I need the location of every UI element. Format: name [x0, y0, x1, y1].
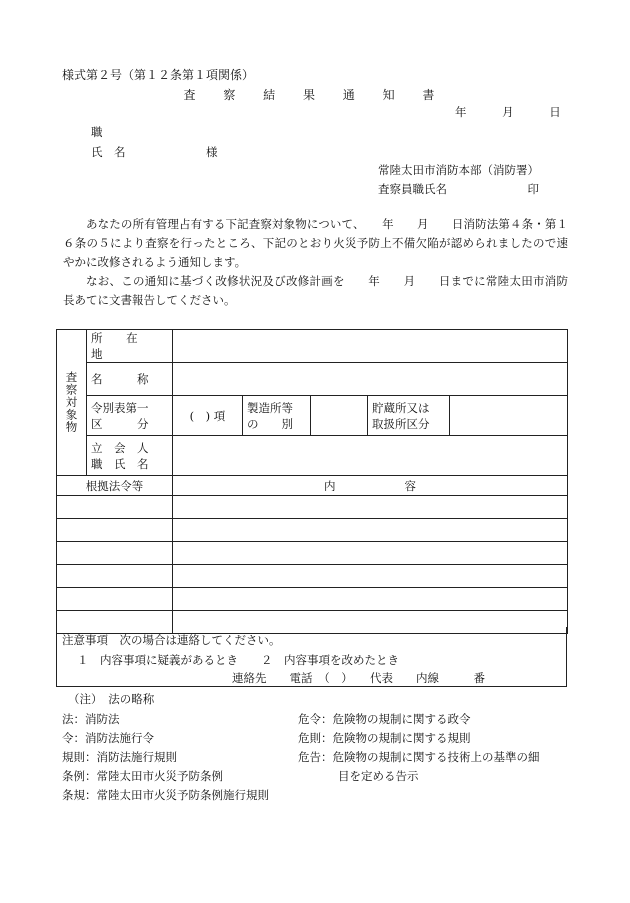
legend-right-2: 危則：危険物の規制に関する規則 — [298, 731, 471, 745]
table-row — [57, 519, 568, 542]
content-cell[interactable] — [173, 542, 568, 565]
witness-label — [87, 436, 173, 476]
table-row — [57, 542, 568, 565]
legend-left-4: 条例：常陸太田市火災予防条例 — [62, 769, 223, 783]
legend-heading: （注） 法の略称 — [68, 692, 155, 706]
law-cell[interactable] — [57, 588, 173, 611]
law-header: 根拠法令等 — [57, 476, 173, 496]
legend-right-4: 目を定める告示 — [338, 769, 419, 783]
content-cell[interactable] — [173, 588, 568, 611]
storage-class-line1: 貯蔵所又は — [372, 400, 430, 415]
item-number-field[interactable]: ( ) 項 — [173, 396, 243, 436]
witness-label-line2: 職 氏 名 — [91, 456, 149, 471]
law-cell[interactable] — [57, 519, 173, 542]
name-label: 名 称 — [87, 363, 173, 396]
notes-items: １ 内容事項に疑義があるとき ２ 内容事項を改めたとき — [77, 653, 399, 667]
storage-class-field[interactable] — [450, 396, 568, 436]
content-header: 内 容 — [173, 476, 568, 496]
witness-field[interactable] — [173, 436, 568, 476]
form-number: 様式第２号（第１２条第１項関係） — [62, 68, 255, 82]
storage-class-line2: 取扱所区分 — [372, 416, 430, 431]
location-label: 所 在 地 — [87, 330, 173, 363]
legend-right-1: 危令：危険物の規制に関する政令 — [298, 712, 471, 726]
recipient-title: 職 — [91, 125, 103, 139]
inspection-target-label: 査察対象物 — [57, 330, 87, 476]
name-field[interactable] — [173, 363, 568, 396]
legend-left-5: 条規：常陸太田市火災予防条例施行規則 — [62, 788, 269, 802]
location-field[interactable] — [173, 330, 568, 363]
table-row — [57, 565, 568, 588]
content-cell[interactable] — [173, 496, 568, 519]
factory-type-line2: の 別 — [247, 416, 293, 431]
table-row — [57, 496, 568, 519]
category-label-line2: 区 分 — [91, 416, 149, 431]
content-cell[interactable] — [173, 519, 568, 542]
sender-organization: 常陸太田市消防本部（消防署） — [378, 163, 539, 177]
recipient-name: 氏 名 様 — [91, 145, 218, 159]
contact-line: 連絡先 電話 （ ） 代表 内線 番 — [232, 671, 485, 685]
legend-left-3: 規則：消防法施行規則 — [62, 750, 177, 764]
category-label — [87, 396, 173, 436]
law-cell[interactable] — [57, 542, 173, 565]
storage-class-label — [368, 396, 450, 436]
law-cell[interactable] — [57, 496, 173, 519]
inspection-table — [56, 329, 568, 634]
category-label-line1: 令別表第一 — [91, 400, 149, 415]
legend-right-3: 危告：危険物の規制に関する技術上の基準の細 — [298, 750, 540, 764]
legend-left-2: 令：消防法施行令 — [62, 731, 154, 745]
witness-label-line1: 立 会 人 — [91, 440, 149, 455]
factory-type-field[interactable] — [311, 396, 368, 436]
legend-left-1: 法：消防法 — [62, 712, 120, 726]
factory-type-label — [243, 396, 311, 436]
notice-paragraph-2: なお、この通知に基づく改修状況及び改修計画を 年 月 日までに常陸太田市消防長あてに文書報告してください。 — [63, 274, 568, 307]
inspector-signature: 査察員職氏名 印 — [378, 182, 539, 196]
date-line: 年 月 日 — [455, 105, 561, 119]
notes-heading: 注意事項 次の場合は連絡してください。 — [62, 633, 281, 647]
notice-paragraph-1: あなたの所有管理占有する下記査察対象物について、 年 月 日消防法第４条・第１６条の５により査察を行ったところ、下記のとおり火災予防上不備欠陥が認められましたので速やかに改修されるよう通知します。 — [63, 217, 568, 269]
table-row — [57, 588, 568, 611]
factory-type-line1: 製造所等 — [247, 400, 293, 415]
document-title: 査 察 結 果 通 知 書 — [183, 88, 447, 102]
content-cell[interactable] — [173, 565, 568, 588]
law-cell[interactable] — [57, 565, 173, 588]
